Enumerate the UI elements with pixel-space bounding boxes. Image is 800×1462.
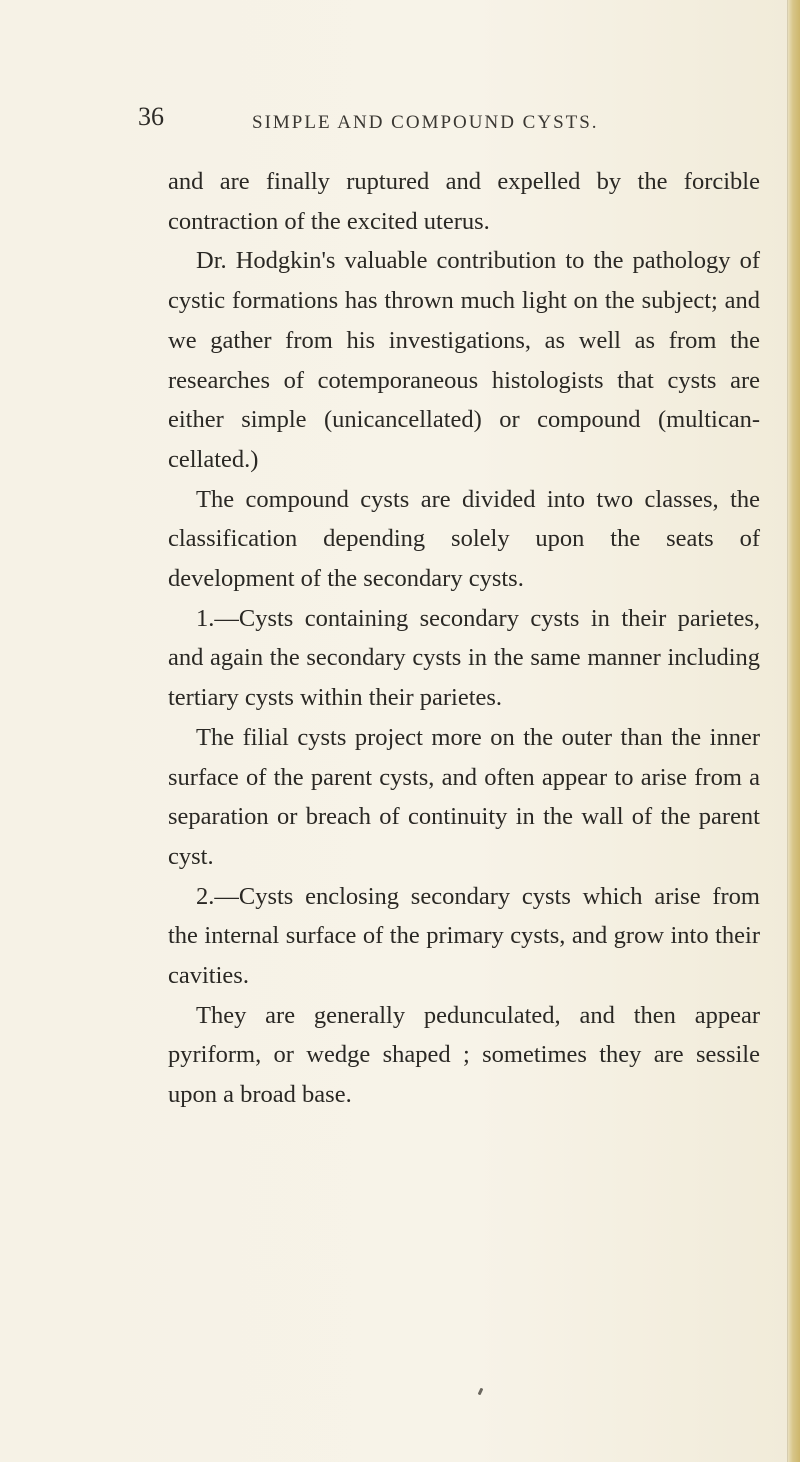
page-number: 36 bbox=[138, 102, 164, 131]
paragraph-2: Dr. Hodgkin's valuable contribution to the pathology of cystic formations has thrown much light on the subject; and we gather from his investigations, as well as from the researches of cotemporaneous histologists that cysts are either simple (unicancellated) or compound (multican-cellated.) bbox=[168, 247, 760, 473]
running-title: SIMPLE AND COMPOUND CYSTS. bbox=[252, 112, 599, 133]
paragraph-4: 1.—Cysts containing secondary cysts in their parietes, and again the secondary cysts in the same manner including tertiary cysts within their parietes. bbox=[168, 604, 760, 712]
page-edge bbox=[788, 0, 800, 1462]
paragraph-1: and are finally ruptured and expelled by the forcible contraction of the excited uterus. bbox=[168, 168, 760, 235]
paragraph-5: The filial cysts project more on the outer than the inner surface of the parent cysts, and often appear to arise from a separation or breach of continuity in the wall of the parent cyst. bbox=[168, 723, 760, 870]
body-text bbox=[168, 162, 760, 1115]
paper-speck bbox=[478, 1388, 484, 1396]
paragraph-7: They are generally pedunculated, and then appear pyriform, or wedge shaped ; sometimes they are sessile upon a broad base. bbox=[168, 1001, 760, 1109]
paragraph-6: 2.—Cysts enclosing secondary cysts which arise from the internal surface of the primary cysts, and grow into their cavities. bbox=[168, 882, 760, 990]
paragraph-3: The compound cysts are divided into two classes, the classification depending solely upon the seats of development of the secondary cysts. bbox=[168, 485, 760, 593]
